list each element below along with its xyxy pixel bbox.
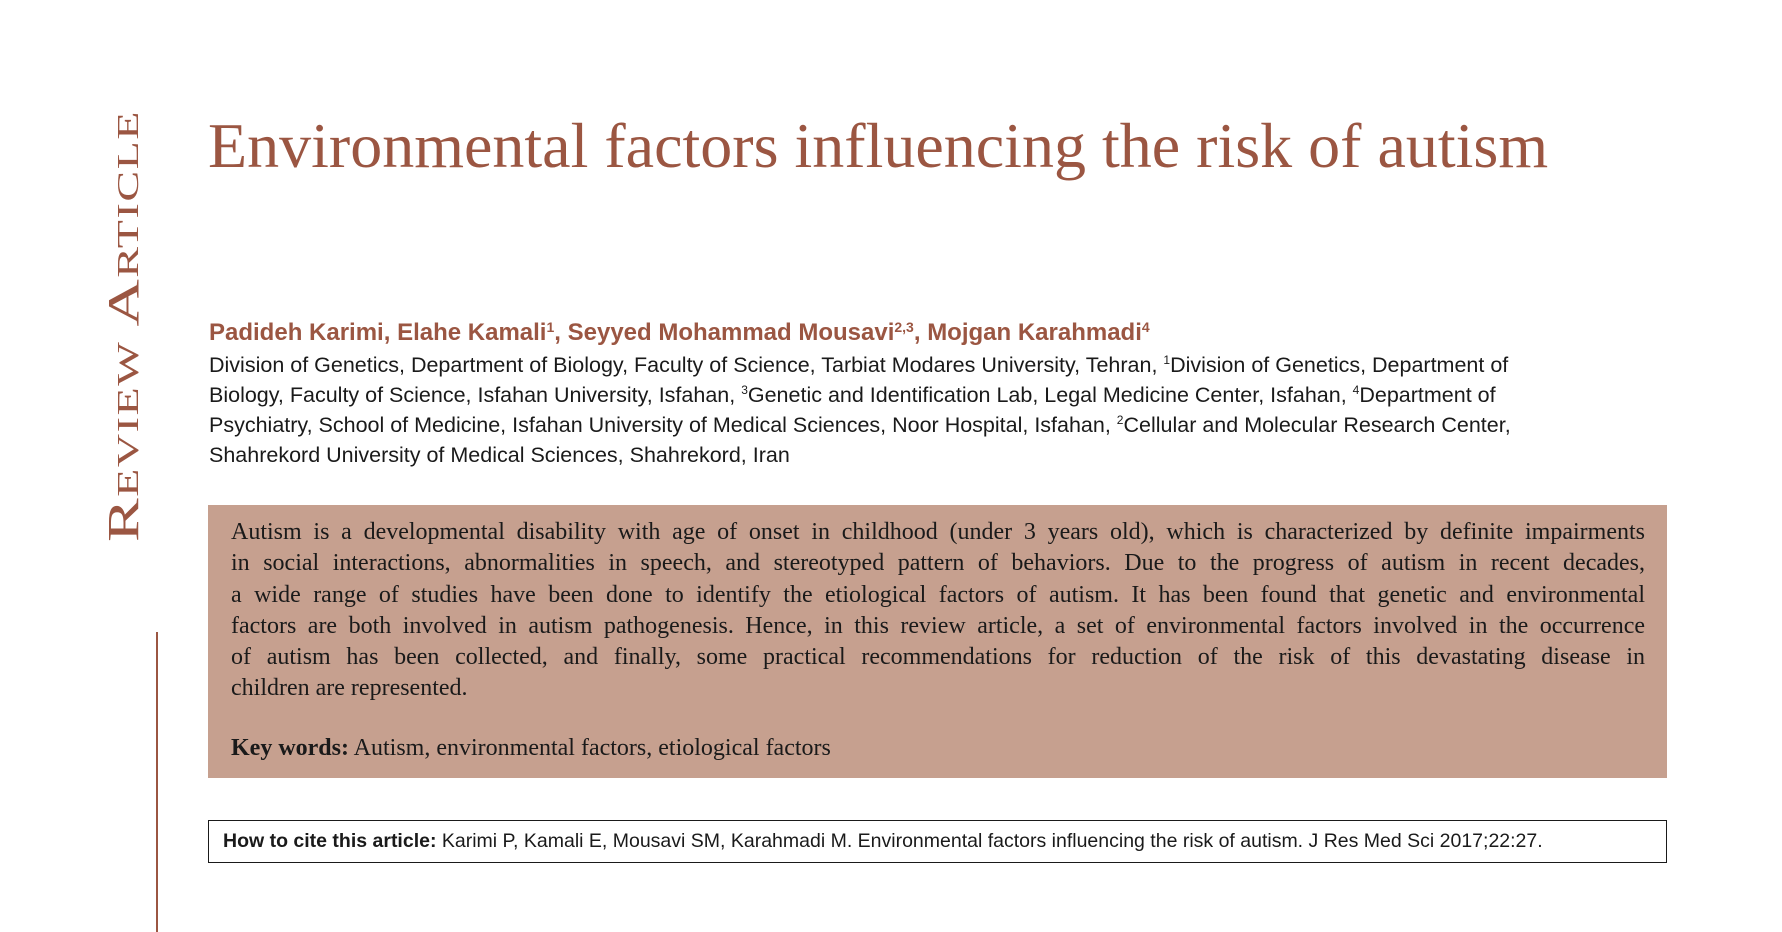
citation-text: Karimi P, Kamali E, Mousavi SM, Karahmadi M. Environmental factors influencing the risk of autism. J Res Med Sci 2017;22:27.: [441, 830, 1543, 852]
abstract-line: a wide range of studies have been done to identify the etiological factors of autism. It has been found that genetic and environmental: [231, 581, 1645, 608]
author-name: Elahe Kamali: [397, 319, 547, 346]
article-type-svg: [99, 106, 148, 544]
author-separator: ,: [554, 319, 568, 346]
keywords-label: Key words:: [231, 735, 349, 761]
affiliation-line: Biology, Faculty of Science, Isfahan University, Isfahan, $^3$Genetic and Identification Lab, Legal Medicine Center, Isfahan, $^4$Department of: [209, 383, 1496, 407]
keywords: [231, 733, 831, 763]
abstract-line: factors are both involved in autism pathogenesis. Hence, in this review article, a set of environmental factors involved in the occurrence: [231, 612, 1645, 639]
affiliation-line: Shahrekord University of Medical Sciences, Shahrekord, Iran: [209, 443, 790, 467]
author-superscript: 4: [1141, 319, 1150, 335]
abstract-line: in social interactions, abnormalities in speech, and stereotyped pattern of behaviors. Due to the progress of autism in recent decades,: [231, 550, 1645, 577]
abstract-line: children are represented.: [231, 675, 468, 702]
author-separator: ,: [383, 319, 398, 346]
author-name: Seyyed Mohammad Mousavi: [567, 319, 895, 346]
affiliation-line: Psychiatry, School of Medicine, Isfahan University of Medical Sciences, Noor Hospital, Isfahan, $^2$Cellular and Molecular Research Center,: [209, 413, 1511, 437]
affiliation-line: Division of Genetics, Department of Biology, Faculty of Science, Tarbiat Modares University, Tehran, $^1$Division of Genetics, Department of: [209, 353, 1509, 377]
article-type-label: [99, 106, 148, 544]
side-rule: [156, 632, 158, 932]
abstract-line: Autism is a developmental disability with age of onset in childhood (under 3 years old), which is characterized by definite impairments: [231, 519, 1645, 545]
author-name: Mojgan Karahmadi: [927, 319, 1142, 346]
author-separator: ,: [913, 319, 928, 346]
citation-box: [208, 820, 1667, 863]
citation-label: How to cite this article:: [223, 830, 437, 852]
author-list: [209, 318, 1150, 348]
author-name: Padideh Karimi: [209, 319, 384, 346]
article-type-text: Review Article: [99, 251, 148, 542]
article-title: Environmental factors influencing the risk of autism: [208, 110, 1549, 181]
affiliations: [209, 350, 1629, 470]
author-superscript: 2,3: [894, 319, 914, 335]
abstract-line: of autism has been collected, and finally, some practical recommendations for reduction of the risk of this devastating disease in: [231, 644, 1645, 671]
abstract-box: [208, 505, 1667, 778]
keywords-list: Autism, environmental factors, etiological factors: [353, 735, 831, 761]
author-superscript: 1: [546, 319, 555, 335]
